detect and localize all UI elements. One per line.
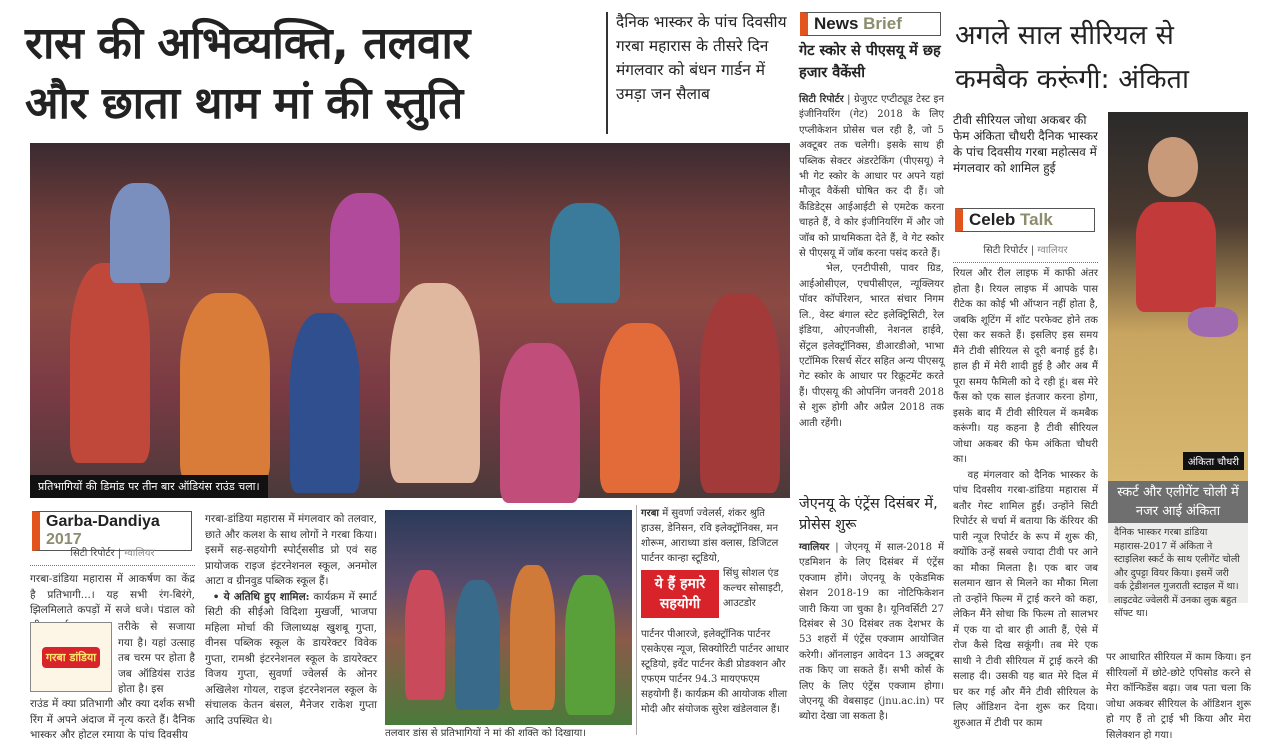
ankita-box-text: दैनिक भास्कर गरबा डांडिया महारास-2017 में अंकिता ने स्टाइलिश स्कर्ट के साथ एलीगेंट चोली और दुपट्टा वियर किया। इसमें जरी वर्क ट्रेडीशनल गुजराती स्टाइल में था। लाइटवेट ज्वेलरी में उनका लुक बहुत सॉफ्ट था। [1108,523,1248,603]
garba-col1-bottom: राउंड में क्या प्रतिभागी और क्या दर्शक सभी रिंग में अपने अंदाज में नृत्य करते हैं। दैनिक भास्कर और होटल रमाया के पांच दिवसीय [30,698,195,741]
story1-byline: सिटी रिपोर्टर [799,94,844,105]
garba-col2 [205,512,377,735]
celeb-headline-line2: कमबैक करूंगी: अंकिता [955,64,1189,95]
label-year: 2017 [46,531,82,548]
main-headline-line2: और छाता थाम मां की स्तुति [25,78,463,129]
story1-para2: भेल, एनटीपीसी, पावर ग्रिड, आईओसीएल, एचपीसीएल, न्यूक्लियर पॉवर कॉर्पोरेशन, भारत संचार निगम लि., वेस्ट बंगाल स्टेट इलेक्ट्रिसिटी, रेल इंडिया, ओएनजीसी, नेशनल हाईवे, सेंट्रल इलेक्ट्रॉनिक्स, डीआरडीओ, भाभा एटॉमिक रिसर्च सेंटर सहित अन्य पीएसयू गेट स्कोर के आधार पर रिक्रूटमेंट करते हैं। पीएसयू की ओपनिंग जनवरी 2018 से शुरू होगी और अप्रैल 2018 तक आती रहेंगी। [799,263,944,429]
main-headline [25,14,610,134]
sword-dance-caption: तलवार डांस से प्रतिभागियों ने मां की शक्ति को दिखाया। [385,728,586,739]
main-deck: दैनिक भास्कर के पांच दिवसीय गरबा महारास के तीसरे दिन मंगलवार को बंधन गार्डन में उमड़ा जन सैलाब [616,13,787,103]
garba-dandiya-logo [30,622,112,692]
ankita-box-heading: स्कर्ट और एलीगेंट चोली में नजर आई अंकिता [1108,481,1248,523]
sword-dance-photo [385,510,632,725]
celeb-body [953,266,1098,735]
celeb-body-end: पर आधारित सीरियल में काम किया। इन सीरियलों में छोटे-छोटे एपिसोड करने से मेरा कॉन्फिडेंस बढ़ा। जब पता चला कि जोधा अकबर सीरियल के ऑडिशन शुरू हो गए हैं तो ट्राई भी किया और मेरा सिलेक्शन हो गया। [1106,652,1251,741]
garba-col1-top: गरबा-डांडिया महारास में आकर्षण का केंद्र है प्रतिभागी...। यह सभी रंग-बिरंगे, झिलमिलाते कपड़ों में सजे धजे। पंडाल को [30,573,195,616]
main-headline-line1: रास की अभिव्यक्ति, तलवार [25,18,470,69]
celeb-byline: सिटी रिपोर्टर | ग्वालियर [953,242,1098,263]
story1-body: सिटी रिपोर्टर | ग्रेजुएट एप्टीट्यूड टेस्ट इन इंजीनियरिंग (गेट) 2018 के लिए एप्लीकेशन प्रोसेस चल रही है, जो 5 अक्टूबर तक चलेगी। इसके साथ ही पब्लिक सेक्टर अंडरटेकिंग (पीएसयू) ने भी गेट स्कोर के आधार पर अपने यहां मौजूद वैकेंसी घोषित कर दी हैं। जो कैंडिडेट्स आईआईटी से एमटेक करना चाहते हैं, वे कोर इंजीनियरिंग में और जो जॉब को प्राथमिकता देते हैं, वे गेट स्कोर से पीएसयू में जॉब करना पसंद करते हैं। भेल, एनटीपीसी, पावर ग्रिड, आईओसीएल, एचपीसीएल, न्यूक्लियर पॉवर कॉर्पोरेशन, भारत संचार निगम लि., वेस्ट बंगाल स्टेट इलेक्ट्रिसिटी, रेल इंडिया, ओएनजीसी, नेशनल हाईवे, सेंट्रल इलेक्ट्रॉनिक्स, डीआरडीओ, भाभा एटॉमिक रिसर्च सेंटर सहित अन्य पीएसयू गेट स्कोर के आधार पर रिक्रूटमेंट करते हैं। पीएसयू की ओपनिंग जनवरी 2018 से शुरू होगी और अप्रैल 2018 तक आती रहेंगी। [799,94,944,429]
byline-name: सिटी रिपोर्टर [70,548,115,559]
sponsors-side: सिंधु सोशल एंड कल्चर सोसाइटी, आउटडोर [723,568,784,609]
story2-headline: जेएनयू के एंट्रेंस दिसंबर में, प्रोसेस शुरू [799,496,938,533]
col2-para2-lead: • ये अतिथि हुए शामिल: [212,590,310,603]
label-alt: Brief [863,14,902,33]
garba-col1-side: तरीके से सजाया गया है। यहां उत्साह तब चरम पर होता है जब ऑडियंस राउंड होता है। इस [118,621,195,695]
story2-para1: जेएनयू में साल-2018 में एडमिशन के लिए दिसंबर में एंट्रेंस एक्जाम होंगे। जेएनयू के एकेडमिक सेशन 2018-19 का नोटिफिकेशन जारी किया जा चुका है। यूनिवर्सिटी 27 दिसंबर से 30 दिसंबर तक देशभर के 53 शहरों में एंट्रेंस एक्जाम आयोजित करेगी। ऑनलाइन आवेदन 13 अक्टूबर तक किए जा सकते हैं। सभी कोर्स के लिए के लिए एंट्रेंस एक्जाम होगा। जेएनयू की वेबसाइट (jnu.ac.in) पर ब्योरा देखा जा सकता है। [799,542,944,723]
story2-body: ग्वालियर | जेएनयू में साल-2018 में एडमिशन के लिए दिसंबर में एंट्रेंस एक्जाम होंगे। जेएनयू के एकेडमिक सेशन 2018-19 का नोटिफिकेशन जारी किया जा चुका है। यूनिवर्सिटी 27 दिसंबर से 30 दिसंबर तक देशभर के 53 शहरों में एंट्रेंस एक्जाम आयोजित करेगी। ऑनलाइन आवेदन 13 अक्टूबर तक किए जा सकते हैं। सभी कोर्स के लिए के लिए एंट्रेंस एक्जाम होगा। जेएनयू की वेबसाइट (jnu.ac.in) पर ब्योरा देखा जा सकता है। [799,542,944,723]
celeb-deck: टीवी सीरियल जोधा अकबर की फेम अंकिता चौधरी दैनिक भास्कर के पांच दिवसीय गरबा महोत्सव में मंगलवार को शामिल हुई [953,113,1098,175]
story1-headline: गेट स्कोर से पीएसयू में छह हजार वैकेंसी [799,43,941,81]
divider [636,505,637,735]
celeb-headline-line1: अगले साल सीरियल से [955,20,1174,51]
sponsors-lead: गरबा [641,508,660,519]
logo-text: गरबा डांडिया [42,647,100,668]
byline-name: सिटी रिपोर्टर [983,245,1028,256]
main-photo-garba-crowd [30,143,790,498]
celeb-talk-label [955,208,1095,232]
celeb-para1: रियल और रील लाइफ में काफी अंतर होता है। रियल लाइफ में आपके पास रीटेक का कोई भी ऑप्शन नहीं होता है, जबकि शूटिंग में शॉट परफेक्ट होने तक ऐसा कर सकते हैं। इसलिए इस समय मैंने टीवी सीरियल से दूरी बनाई हुई है। हाल ही में मेरी शादी हुई है और अब मैं पूरा समय फैमिली को दे रही हूं। बस मेरे फैंस को एक साल इंतजार करना होगा, इसके बाद मैं टीवी सीरियल में कमबैक करूंगी। यह कहना है टीवी सीरियल जोधा अकबर की फेम अंकिता चौधरी का। [953,268,1098,465]
label-main: News [814,14,859,33]
main-photo-caption: प्रतिभागियों की डिमांड पर तीन बार ऑडियंस राउंड चला। [30,475,268,498]
divider [606,12,608,134]
garba-byline: सिटी रिपोर्टर | ग्वालियर [30,545,195,566]
photo-name-tag: अंकिता चौधरी [1183,452,1244,470]
sponsors-top [641,506,791,568]
sponsors-bottom: पार्टनर पीआरजे, इलेक्ट्रॉनिक पार्टनर एसकेएस न्यूज, सिक्योरिटी पार्टनर आधार स्टूडियो, इवेंट पार्टनर केडी प्रोडक्शन और एफएम पार्टनर 94.3 मायएफएम सहयोगी हैं। कार्यक्रम की आयोजक शीला मोदी और संयोजक सुरेश खंडेलवाल हैं। [641,629,789,715]
col2-para2: कार्यक्रम में स्मार्ट सिटी की सीईओ विदिशा मुखर्जी, भाजपा महिला मोर्चा की जिलाध्यक्ष खुशबू गुप्ता, वीनस पब्लिक स्कूल के डायरेक्टर विवेक गुप्ता, रामश्री इंटरनेशनल स्कूल के डायरेक्टर विजय गुप्ता, सुवर्णा ज्वेलर्स के ओनर अखिलेश गोयल, राइज इंटरनेशनल स्कूल के संचालक केतन बंसल, मैनेजर राकेश गुप्ता आदि उपस्थित थे। [205,590,377,727]
byline-city: ग्वालियर [124,548,155,559]
news-brief-label [800,12,941,36]
byline-city: ग्वालियर [1037,245,1068,256]
sponsors-text: में सुवर्णा ज्वेलर्स, शंकर श्रुति हाउस, डेनिसन, रवि इलेक्ट्रॉनिक्स, मन शोरूम, आराध्या डांस क्लास, डिजिटल पार्टनर कान्हा स्टूडियो, [641,508,779,564]
story2-byline: ग्वालियर [799,542,830,553]
label-alt: Talk [1020,210,1053,229]
label-main: Garba-Dandiya [46,513,160,530]
celeb-headline [955,14,1255,102]
celeb-para2: वह मंगलवार को दैनिक भास्कर के पांच दिवसीय गरबा-डांडिया महारास में बतौर गेस्ट शामिल हुईं। उन्होंने सिटी रिपोर्टर से चर्चा में बताया कि कॅरियर की पारी न्यूज रिपोर्टर के रूप में शुरू की, क्योंकि उन्हें सबसे ज्यादा टीवी पर आने का मौका मिलता है। एक बार जब सलमान खान से मिलने का मौका मिला तो उन्होंने फिल्म में ट्राई करने को कहा, लेकिन मैंने सोचा कि फिल्म तो सालभर में एक या दो बार ही आती हैं, ऐसे में रोज कैसे दिख सकूंगी। तब मेरे एक साथी ने टीवी सीरियल में ट्राई करने की सलाह दी। उसकी यह बात मेरे दिल में घर कर गई और मैंने टीवी सीरियल के लिए ऑडिशन देना शुरू कर दिया। शुरुआत में टीवी पर काम [953,469,1098,729]
label-main: Celeb [969,210,1016,229]
story1-para1: ग्रेजुएट एप्टीट्यूड टेस्ट इन इंजीनियरिंग (गेट) 2018 के लिए एप्लीकेशन प्रोसेस चल रही है, जो 5 अक्टूबर तक चलेगी। इसके साथ ही पब्लिक सेक्टर अंडरटेकिंग (पीएसयू) ने भी गेट स्कोर के आधार पर अपने यहां मौजूद वैकेंसी घोषित कर दी हैं। जो कैंडिडेट्स आईआईटी से एमटेक करना चाहते हैं, वे कोर इंजीनियरिंग में और जो जॉब को प्राथमिकता देते हैं, वे गेट स्कोर से पीएसयू में जॉब करना पसंद करते हैं। [799,94,944,260]
ankita-photo [1108,112,1248,482]
sponsors-badge: ये हैं हमारे सहयोगी [641,570,719,618]
col2-para1: गरबा-डांडिया महारास में मंगलवार को तलवार, छाते और कलश के साथ लोगों ने गरबा किया। इसमें सह-सहयोगी स्पोर्ट्ससीड प्रो एवं सह प्रायोजक राइज इंटरनेशनल स्कूल, अनमोल आटा व ग्रीनवुड पब्लिक स्कूल हैं। [205,513,377,587]
